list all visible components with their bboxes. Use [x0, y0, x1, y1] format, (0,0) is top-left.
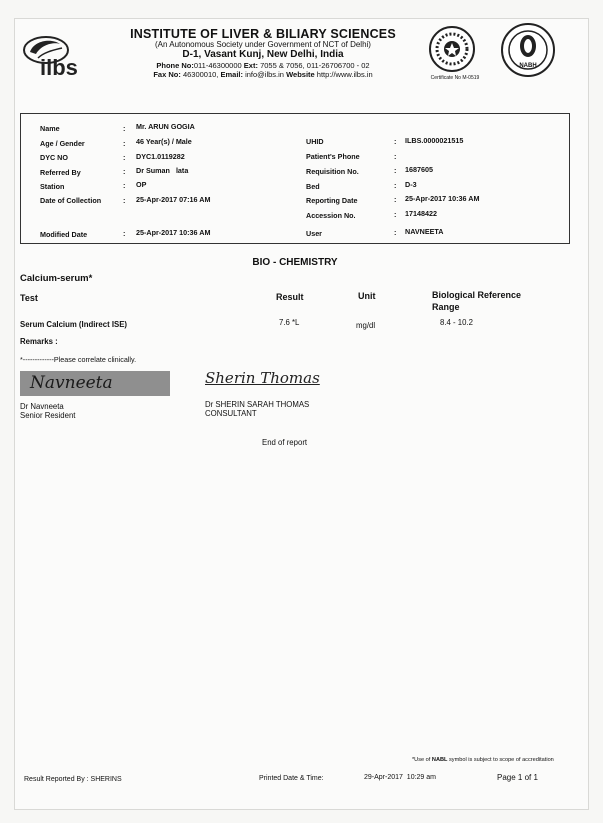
age-label: Age / Gender — [40, 139, 85, 148]
test-group-title: Calcium-serum* — [20, 273, 93, 284]
col-result-header: Result — [276, 292, 304, 302]
contact-line-2: Fax No: 46300010, Email: info@ilbs.in Website http://www.ilbs.in — [153, 70, 373, 79]
colon: : — [394, 181, 397, 190]
signature-navneeta — [20, 371, 170, 396]
result-unit: mg/dl — [356, 321, 376, 330]
user-value: NAVNEETA — [405, 227, 444, 236]
result-test-name: Serum Calcium (Indirect ISE) — [20, 320, 128, 329]
nabh-seal-icon — [500, 22, 556, 78]
col-unit-header: Unit — [358, 291, 376, 301]
referred-label: Referred By — [40, 168, 81, 177]
requisition-label: Requisition No. — [306, 167, 359, 176]
page-number: Page 1 of 1 — [497, 773, 538, 782]
dyc-value: DYC1.0119282 — [136, 152, 185, 161]
col-range-header-line2: Range — [432, 302, 460, 312]
nabh-text: NABH — [519, 63, 537, 69]
referred-value: Dr Suman lata — [136, 166, 189, 175]
section-title: BIO - CHEMISTRY — [252, 257, 338, 268]
station-value: OP — [136, 180, 147, 189]
colon: : — [123, 181, 126, 190]
age-value: 46 Year(s) / Male — [136, 137, 192, 146]
modified-label: Modified Date — [40, 230, 88, 239]
collection-label: Date of Collection — [40, 196, 102, 205]
signature-sherin-text: Sherin Thomas — [205, 369, 320, 387]
colon: : — [394, 152, 397, 161]
user-label: User — [306, 229, 322, 238]
colon: : — [394, 166, 397, 175]
signature-sherin — [205, 369, 355, 393]
reporting-value: 25-Apr-2017 10:36 AM — [405, 194, 480, 203]
colon: : — [123, 139, 126, 148]
col-range-header — [432, 289, 521, 313]
remarks-label: Remarks : — [20, 337, 58, 346]
institute-subtitle: (An Autonomous Society under Government of NCT of Delhi) — [155, 40, 371, 49]
colon: : — [123, 124, 126, 133]
col-range-header-line1: Biological Reference — [432, 290, 522, 300]
phone-label: Patient's Phone — [306, 152, 360, 161]
colon: : — [123, 153, 126, 162]
signature-navneeta-text: Navneeta — [30, 373, 113, 393]
colon: : — [123, 196, 126, 205]
right-signer-role: CONSULTANT — [205, 409, 257, 418]
bed-value: D-3 — [405, 180, 417, 189]
name-label: Name — [40, 124, 60, 133]
result-value: 7.6 *L — [279, 318, 300, 327]
colon: : — [123, 229, 126, 238]
left-signer-role: Senior Resident — [20, 411, 76, 420]
institute-address: D-1, Vasant Kunj, New Delhi, India — [182, 49, 344, 60]
accession-label: Accession No. — [306, 211, 356, 220]
modified-value: 25-Apr-2017 10:36 AM — [136, 228, 211, 237]
correlate-note: *-------------Please correlate clinically. — [20, 355, 137, 364]
colon: : — [394, 137, 397, 146]
left-signer-name: Dr Navneeta — [20, 402, 64, 411]
col-test-header: Test — [20, 293, 38, 303]
result-range: 8.4 - 10.2 — [440, 318, 473, 327]
certificate-number: Certificate No M-0519 — [430, 75, 480, 81]
collection-value: 25-Apr-2017 07:16 AM — [136, 195, 211, 204]
end-of-report: End of report — [262, 438, 308, 447]
contact-line-1: Phone No:011-46300000 Ext: 7055 & 7056, 011-26706700 - 02 — [156, 61, 370, 70]
colon: : — [123, 167, 126, 176]
patient-info-box — [20, 113, 570, 244]
certification-seal-icon — [428, 25, 476, 73]
reporting-label: Reporting Date — [306, 196, 358, 205]
accession-value: 17148422 — [405, 209, 437, 218]
institute-name: INSTITUTE OF LIVER & BILIARY SCIENCES — [130, 27, 396, 41]
station-label: Station — [40, 182, 65, 191]
requisition-value: 1687605 — [405, 165, 433, 174]
colon: : — [394, 195, 397, 204]
uhid-label: UHID — [306, 137, 324, 146]
right-signer-name: Dr SHERIN SARAH THOMAS — [205, 400, 310, 409]
name-value: Mr. ARUN GOGIA — [136, 122, 195, 131]
reported-by: Result Reported By : SHERINS — [24, 776, 122, 783]
uhid-value: ILBS.0000021515 — [405, 136, 464, 145]
bed-label: Bed — [306, 182, 320, 191]
printed-value: 29-Apr-2017 10:29 am — [364, 774, 436, 781]
dyc-label: DYC NO — [40, 153, 68, 162]
colon: : — [394, 228, 397, 237]
colon: : — [394, 210, 397, 219]
nabl-note: *Use of NABL symbol is subject to scope of accreditation — [412, 757, 554, 763]
printed-label: Printed Date & Time: — [259, 775, 324, 782]
logo-text: ilbs — [40, 55, 78, 80]
